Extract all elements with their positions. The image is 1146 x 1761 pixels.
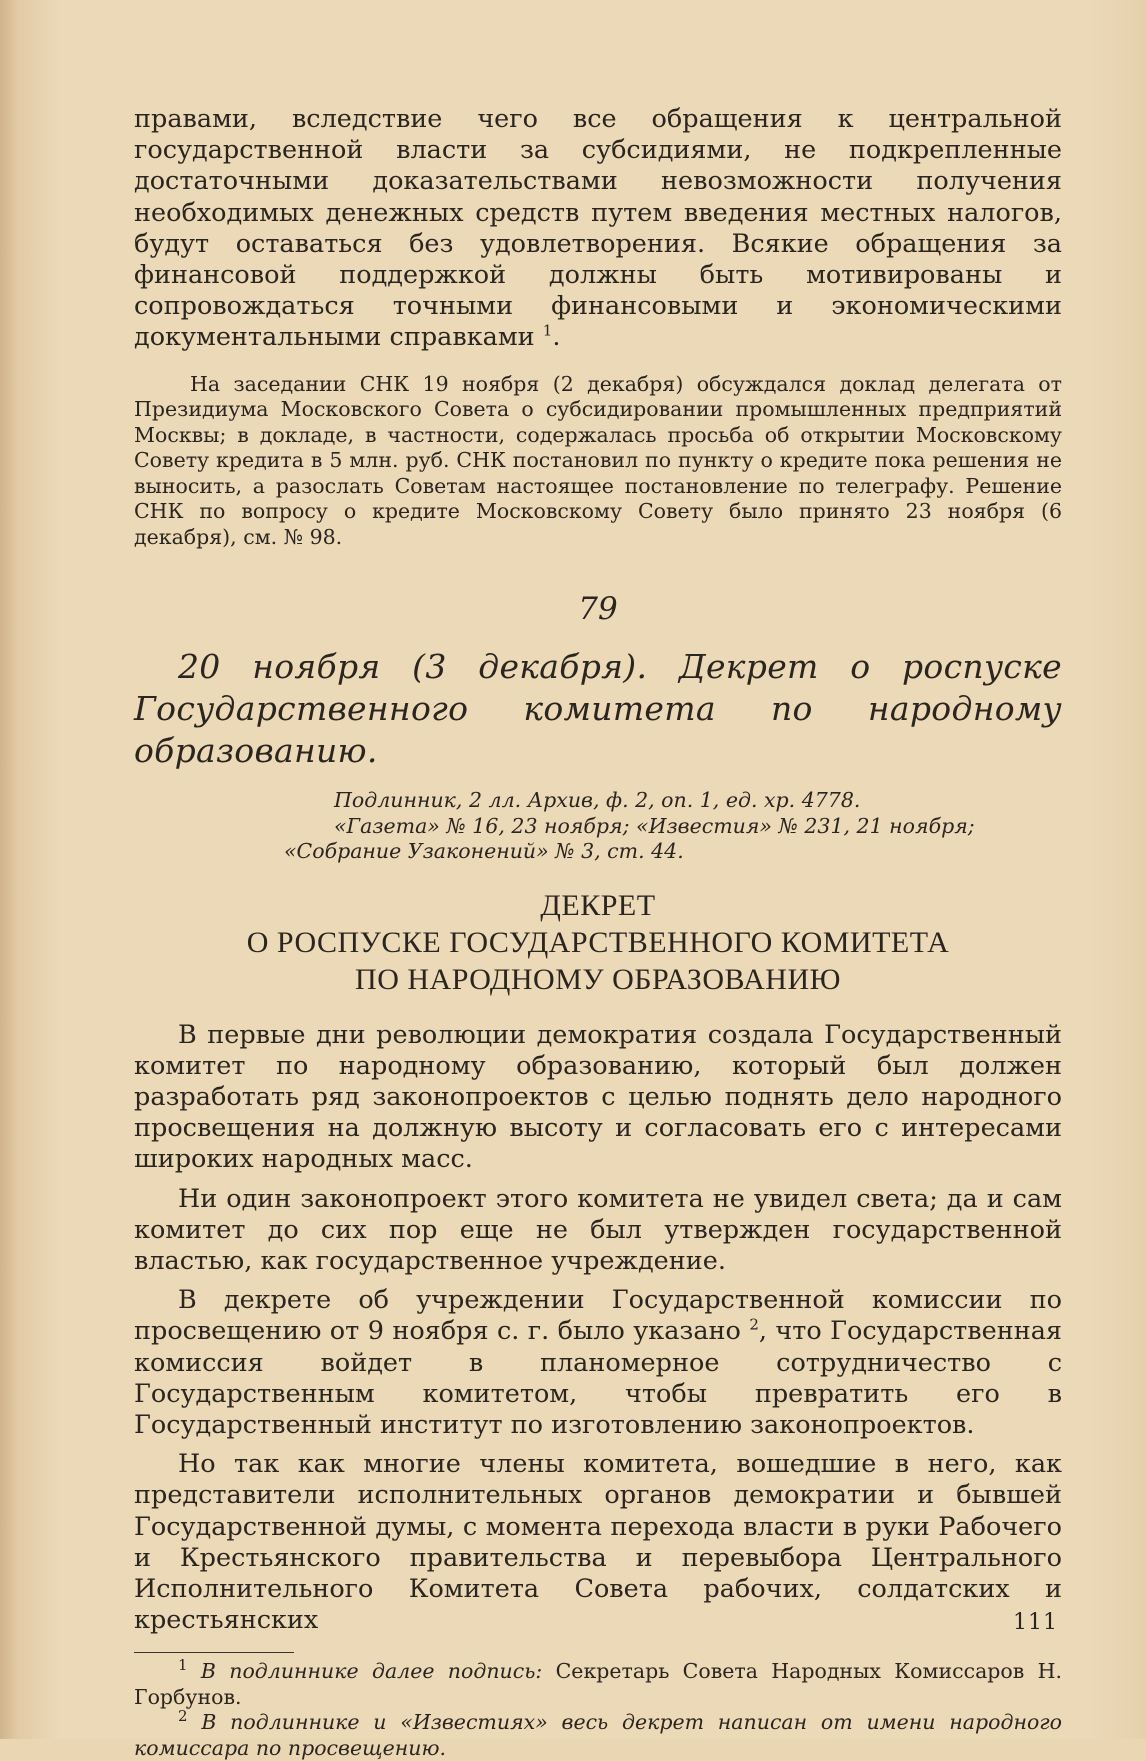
decree-title-line-1: ДЕКРЕТ	[540, 888, 656, 922]
decree-title-line-3: ПО НАРОДНОМУ ОБРАЗОВАНИЮ	[355, 962, 841, 996]
decree-paragraph-1: В первые дни революции демократия создала Государственный комитет по народному образованию, который был должен разработать ряд законопроектов с целью поднять дело народного просвещения на должную высоту и согласовать его с интересами широких народных масс.	[134, 1019, 1062, 1175]
footnote-2-mark: 2	[178, 1707, 188, 1726]
decree-paragraph-3	[134, 1285, 1062, 1441]
decree-paragraph-2: Ни один законопроект этого комитета не увидел света; да и сам комитет до сих пор еще не был утвержден государственной властью, как государственное учреждение.	[134, 1183, 1062, 1277]
continued-paragraph-end: .	[552, 322, 561, 353]
continued-paragraph	[134, 104, 1062, 354]
source-reference	[134, 788, 1062, 865]
footnote-1	[134, 1656, 1063, 1710]
footnote-ref-2: 2	[749, 1315, 759, 1334]
source-line-3: «Собрание Узаконений» № 3, ст. 44.	[284, 839, 684, 864]
decree-paragraph-4: Но так как многие члены комитета, вошедшие в него, как представители исполнительных органов демократии и бывшей Государственной думы, с момента перехода власти в руки Рабочего и Крестьянского правительства и перевыбора Центрального Исполнительного Комитета Совета рабочих, солдатских и крестьянских	[134, 1449, 1062, 1636]
footnote-ref-1: 1	[542, 321, 553, 340]
decree-title	[134, 887, 1062, 998]
decree-title-line-2: О РОСПУСКЕ ГОСУДАРСТВЕННОГО КОМИТЕТА	[246, 925, 950, 959]
document-number: 79	[578, 591, 618, 628]
footnote-1-italic: В подлиннике далее подпись:	[200, 1659, 543, 1684]
source-line-1: Подлинник, 2 лл. Архив, ф. 2, оп. 1, ед. хр. 4778.	[334, 788, 861, 813]
footnote-divider	[134, 1652, 294, 1653]
footnote-1-mark: 1	[178, 1656, 188, 1675]
page-number: 111	[1013, 1610, 1058, 1635]
footnote-2	[134, 1707, 1062, 1761]
footnote-2-italic: В подлиннике и «Известиях» весь декрет написан от имени народного комиссара по просвещению.	[134, 1710, 1062, 1760]
page-content	[134, 104, 1062, 1761]
editor-note: На заседании СНК 19 ноября (2 декабря) обсуждался доклад делегата от Президиума Московского Совета о субсидировании промышленных предприятий Москвы; в докладе, в частности, содержалась просьба об открытии Московскому Совету кредита в 5 млн. руб. СНК постановил по пункту о кредите пока решения не выносить, а разослать Советам настоящее постановление по телеграфу. Решение СНК по вопросу о кредите Московскому Совету было принято 23 ноября (6 декабря), см. № 98.	[134, 371, 1062, 549]
footnote-1-text: Секретарь Совета Народных Комиссаров Н. Горбунов.	[134, 1659, 1063, 1709]
decree-paragraph-3-end: , что Государственная комиссия войдет в планомерное сотрудничество с Государственным комитетом, чтобы превратить его в Государственный институт по изготовлению законопроектов.	[134, 1316, 1062, 1441]
source-line-2: «Газета» № 16, 23 ноября; «Известия» № 231, 21 ноября;	[334, 813, 975, 838]
decree-paragraph-3-start: В декрете об учреждении Государственной комиссии по просвещению от 9 ноября с. г. было указано	[134, 1285, 1062, 1347]
continued-paragraph-text: правами, вследствие чего все обращения к центральной государственной власти за субсидиями, не подкрепленные достаточными доказательствами невозможности получения необходимых денежных средств путем введения местных налогов, будут оставаться без удовлетворения. Всякие обращения за финансовой поддержкой должны быть мотивированы и сопровождаться точными финансовыми и экономическими документальными справками	[134, 104, 1062, 353]
document-heading: 20 ноября (3 декабря). Декрет о роспуске Государственного комитета по народному образованию.	[134, 647, 1062, 771]
